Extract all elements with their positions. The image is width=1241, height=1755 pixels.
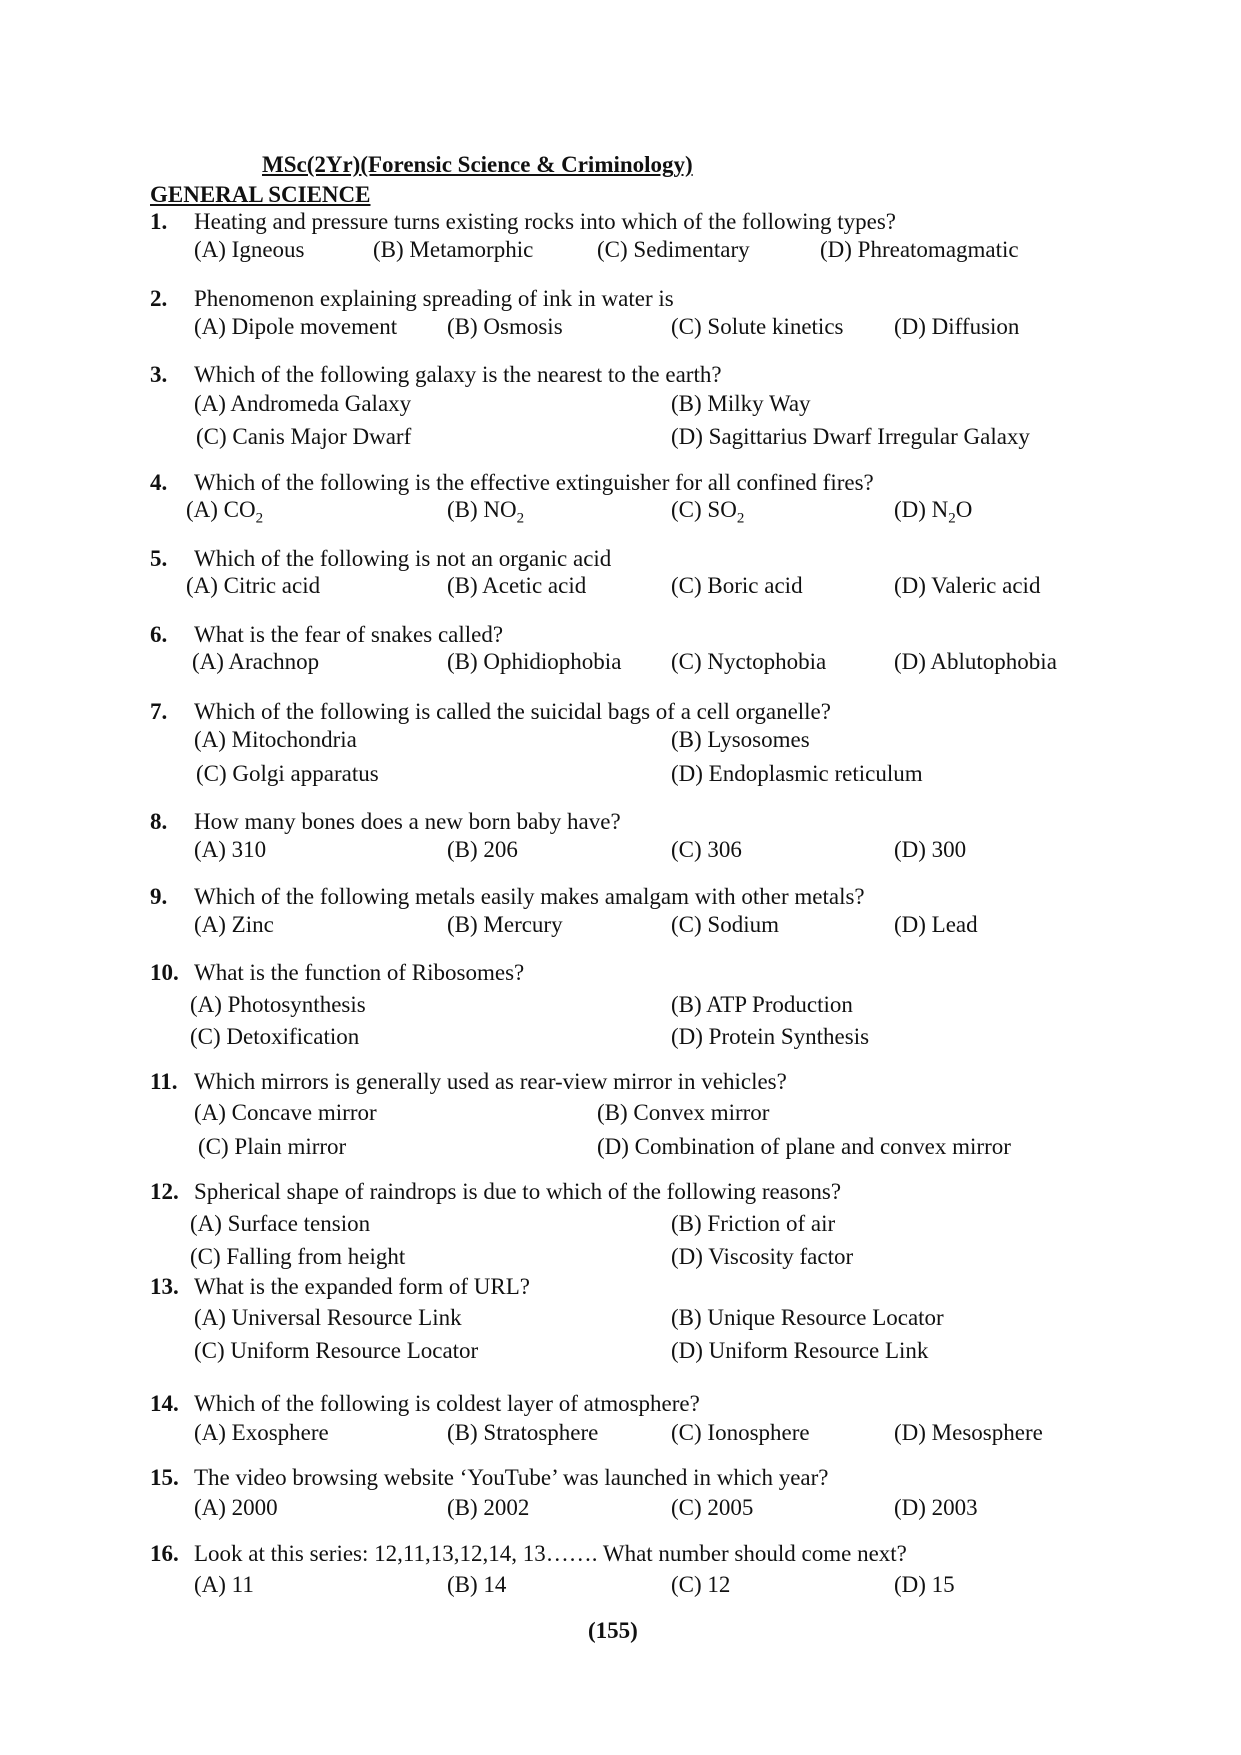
question-number: 13. <box>150 1274 179 1299</box>
option-sub: 2 <box>516 510 525 527</box>
question-text: Which of the following is the effective extinguisher for all confined fires? <box>194 470 874 495</box>
question-number: 7. <box>150 699 168 724</box>
question-number: 15. <box>150 1465 179 1490</box>
option-sub: 2 <box>255 510 264 527</box>
answer-option: (A) Zinc <box>194 912 274 937</box>
option-pre: (C) SO <box>671 497 737 522</box>
answer-option: (B) Milky Way <box>671 391 811 416</box>
answer-option: (B) 2002 <box>447 1495 530 1520</box>
answer-option: (A) Exosphere <box>194 1420 329 1445</box>
answer-option: (C) Sedimentary <box>597 237 750 262</box>
question-text: Phenomenon explaining spreading of ink in water is <box>194 286 674 311</box>
question-number: 2. <box>150 286 168 311</box>
question-number: 4. <box>150 470 168 495</box>
answer-option: (B) Ophidiophobia <box>447 649 622 674</box>
answer-option: (C) Ionosphere <box>671 1420 810 1445</box>
answer-option: (D) Mesosphere <box>894 1420 1043 1445</box>
answer-option: (A) Andromeda Galaxy <box>194 391 412 416</box>
answer-option: (C) Uniform Resource Locator <box>194 1338 479 1363</box>
answer-option: (B) Lysosomes <box>671 727 810 752</box>
question-number: 5. <box>150 546 168 571</box>
question-number: 16. <box>150 1541 179 1566</box>
option-sub: 2 <box>948 510 956 527</box>
answer-option: (D) Valeric acid <box>894 573 1041 598</box>
answer-option: (D) Protein Synthesis <box>671 1024 870 1049</box>
answer-option <box>671 496 745 527</box>
answer-option: (B) Unique Resource Locator <box>671 1305 944 1330</box>
answer-option: (C) 306 <box>671 837 742 862</box>
option-pre: (B) NO <box>447 497 517 522</box>
option-post: O <box>955 497 973 522</box>
answer-option: (D) Diffusion <box>894 314 1020 339</box>
question-number: 8. <box>150 809 168 834</box>
question-text: Heating and pressure turns existing rocks into which of the following types? <box>194 209 896 234</box>
answer-option: (B) Mercury <box>447 912 563 937</box>
option-pre: (D) N <box>894 497 949 522</box>
answer-option: (B) Friction of air <box>671 1211 836 1236</box>
answer-option: (C) Golgi apparatus <box>196 761 379 786</box>
question-text: Which of the following is called the suicidal bags of a cell organelle? <box>194 699 831 724</box>
answer-option: (A) Igneous <box>194 237 305 262</box>
answer-option: (D) 2003 <box>894 1495 978 1520</box>
answer-option: (A) 2000 <box>194 1495 278 1520</box>
answer-option <box>894 496 973 527</box>
answer-option: (A) 310 <box>194 837 267 862</box>
question-number: 10. <box>150 960 179 985</box>
page-number: (155) <box>588 1618 638 1643</box>
answer-option: (D) 15 <box>894 1572 955 1597</box>
answer-option: (B) 14 <box>447 1572 507 1597</box>
answer-option: (A) 11 <box>194 1572 254 1597</box>
answer-option: (B) Acetic acid <box>447 573 587 598</box>
option-pre: (A) CO <box>186 497 256 522</box>
question-text: Spherical shape of raindrops is due to which of the following reasons? <box>194 1179 842 1204</box>
question-text: How many bones does a new born baby have? <box>194 809 621 834</box>
answer-option: (D) Viscosity factor <box>671 1244 854 1269</box>
answer-option: (C) Falling from height <box>190 1244 406 1269</box>
section-heading: GENERAL SCIENCE <box>150 182 371 207</box>
answer-option: (B) Metamorphic <box>373 237 534 262</box>
answer-option: (D) Phreatomagmatic <box>820 237 1019 262</box>
question-number: 1. <box>150 209 168 234</box>
question-number: 6. <box>150 622 168 647</box>
answer-option: (D) Endoplasmic reticulum <box>671 761 923 786</box>
answer-option: (A) Concave mirror <box>194 1100 377 1125</box>
question-text: Look at this series: 12,11,13,12,14, 13……. What number should come next? <box>194 1541 907 1566</box>
question-text: Which of the following is not an organic acid <box>194 546 612 571</box>
answer-option: (C) 12 <box>671 1572 731 1597</box>
question-text: Which of the following galaxy is the nearest to the earth? <box>194 362 722 387</box>
answer-option: (B) Convex mirror <box>597 1100 770 1125</box>
answer-option: (A) Citric acid <box>186 573 321 598</box>
option-sub: 2 <box>736 510 745 527</box>
question-text: What is the expanded form of URL? <box>194 1274 530 1299</box>
question-number: 11. <box>150 1069 178 1094</box>
answer-option: (A) Arachnop <box>192 649 320 674</box>
answer-option: (A) Surface tension <box>190 1211 371 1236</box>
answer-option <box>186 496 264 527</box>
answer-option: (D) Uniform Resource Link <box>671 1338 929 1363</box>
answer-option: (C) Plain mirror <box>198 1134 347 1159</box>
question-number: 3. <box>150 362 168 387</box>
answer-option <box>447 496 525 527</box>
answer-option: (D) 300 <box>894 837 967 862</box>
answer-option: (A) Mitochondria <box>194 727 357 752</box>
answer-option: (B) 206 <box>447 837 518 862</box>
answer-option: (C) Canis Major Dwarf <box>196 424 412 449</box>
answer-option: (C) Sodium <box>671 912 779 937</box>
question-text: The video browsing website ‘YouTube’ was launched in which year? <box>194 1465 829 1490</box>
question-text: Which of the following is coldest layer of atmosphere? <box>194 1391 700 1416</box>
answer-option: (C) Solute kinetics <box>671 314 844 339</box>
question-number: 9. <box>150 884 168 909</box>
answer-option: (A) Photosynthesis <box>190 992 366 1017</box>
question-text: Which of the following metals easily makes amalgam with other metals? <box>194 884 865 909</box>
answer-option: (C) Detoxification <box>190 1024 360 1049</box>
question-number: 12. <box>150 1179 179 1204</box>
question-text: Which mirrors is generally used as rear-view mirror in vehicles? <box>194 1069 787 1094</box>
answer-option: (C) 2005 <box>671 1495 754 1520</box>
answer-option: (D) Sagittarius Dwarf Irregular Galaxy <box>671 424 1030 449</box>
question-number: 14. <box>150 1391 179 1416</box>
answer-option: (D) Ablutophobia <box>894 649 1057 674</box>
answer-option: (D) Combination of plane and convex mirror <box>597 1134 1011 1159</box>
answer-option: (A) Universal Resource Link <box>194 1305 462 1330</box>
answer-option: (B) ATP Production <box>671 992 853 1017</box>
answer-option: (C) Nyctophobia <box>671 649 827 674</box>
question-text: What is the fear of snakes called? <box>194 622 504 647</box>
answer-option: (B) Stratosphere <box>447 1420 599 1445</box>
course-title: MSc(2Yr)(Forensic Science & Criminology) <box>262 152 693 177</box>
answer-option: (D) Lead <box>894 912 978 937</box>
answer-option: (C) Boric acid <box>671 573 803 598</box>
answer-option: (B) Osmosis <box>447 314 563 339</box>
question-text: What is the function of Ribosomes? <box>194 960 525 985</box>
answer-option: (A) Dipole movement <box>194 314 398 339</box>
